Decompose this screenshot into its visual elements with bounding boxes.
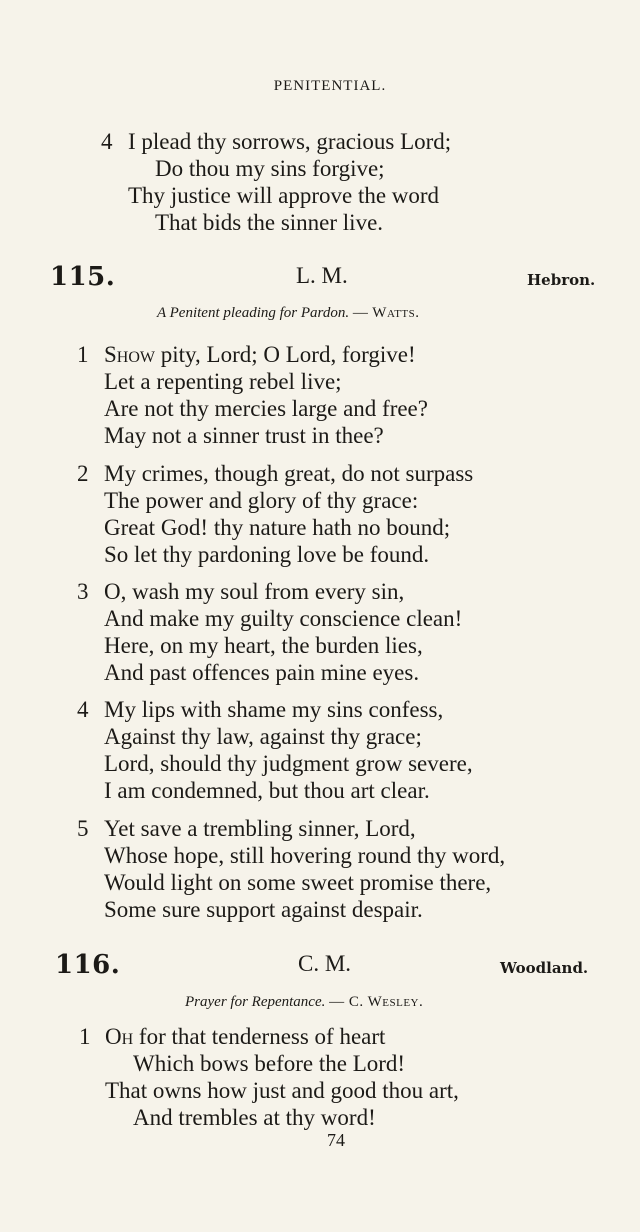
verse-line: So let thy pardoning love be found. [104, 542, 430, 567]
stanza-number: 1 [77, 342, 89, 367]
verse-line: I am condemned, but thou art clear. [104, 778, 430, 803]
verse-line: Do thou my sins forgive; [155, 156, 385, 181]
first-word-caps: Show [104, 342, 156, 367]
verse-line: May not a sinner trust in thee? [104, 423, 384, 448]
hymn-author: — C. Wesley. [329, 994, 424, 1010]
verse-line: Lord, should thy judgment grow severe, [104, 751, 473, 776]
verse-line: Great God! thy nature hath no bound; [104, 515, 451, 540]
first-line-rest: pity, Lord; O Lord, forgive! [155, 342, 416, 367]
hymn-meter: C. M. [298, 951, 352, 976]
first-line-rest: for that tenderness of heart [133, 1024, 386, 1049]
running-head: PENITENTIAL. [273, 78, 387, 94]
verse-line: My lips with shame my sins confess, [104, 697, 444, 722]
stanza-number: 5 [77, 816, 89, 841]
verse-line: Let a repenting rebel live; [104, 369, 342, 394]
hymn-author: — Watts. [352, 305, 420, 321]
verse-line: Are not thy mercies large and free? [104, 396, 428, 421]
hymn-title: A Penitent pleading for Pardon. [157, 305, 350, 321]
verse-line: And trembles at thy word! [133, 1105, 376, 1130]
hymn-title: Prayer for Repentance. [185, 994, 326, 1010]
stanza-number: 1 [79, 1024, 91, 1049]
verse-line: That bids the sinner live. [155, 210, 384, 235]
stanza-number: 3 [77, 579, 89, 604]
verse-line: And past offences pain mine eyes. [104, 660, 420, 685]
hymn-meter: L. M. [296, 263, 348, 288]
verse-line: Which bows before the Lord! [133, 1051, 406, 1076]
verse-line: O, wash my soul from every sin, [104, 579, 405, 604]
verse-line: Yet save a trembling sinner, Lord, [104, 816, 416, 841]
stanza-number: 2 [77, 461, 89, 486]
verse-line: My crimes, though great, do not surpass [104, 461, 474, 486]
tune-name: Woodland. [500, 959, 589, 977]
verse-line: Would light on some sweet promise there, [104, 870, 492, 895]
verse-line: I plead thy sorrows, gracious Lord; [128, 129, 452, 154]
verse-line: And make my guilty conscience clean! [104, 606, 463, 631]
verse-line: Whose hope, still hovering round thy word, [104, 843, 506, 868]
tune-name: Hebron. [527, 271, 596, 289]
verse-line: Some sure support against despair. [104, 897, 423, 922]
verse-line [104, 341, 416, 368]
verse-line: Against thy law, against thy grace; [104, 724, 422, 749]
verse-line: Here, on my heart, the burden lies, [104, 633, 423, 658]
hymn-number: 115. [50, 262, 116, 292]
page-number: 74 [327, 1130, 345, 1150]
hymn-number: 116. [55, 950, 121, 980]
stanza-number: 4 [101, 129, 113, 154]
verse-line: Thy justice will approve the word [128, 183, 440, 208]
first-word-caps: Oh [105, 1024, 134, 1049]
verse-line: The power and glory of thy grace: [104, 488, 419, 513]
hymn-116-subtitle [185, 994, 423, 1011]
verse-line [105, 1023, 385, 1050]
verse-line: That owns how just and good thou art, [105, 1078, 459, 1103]
stanza-number: 4 [77, 697, 89, 722]
hymn-115-subtitle [157, 305, 420, 322]
